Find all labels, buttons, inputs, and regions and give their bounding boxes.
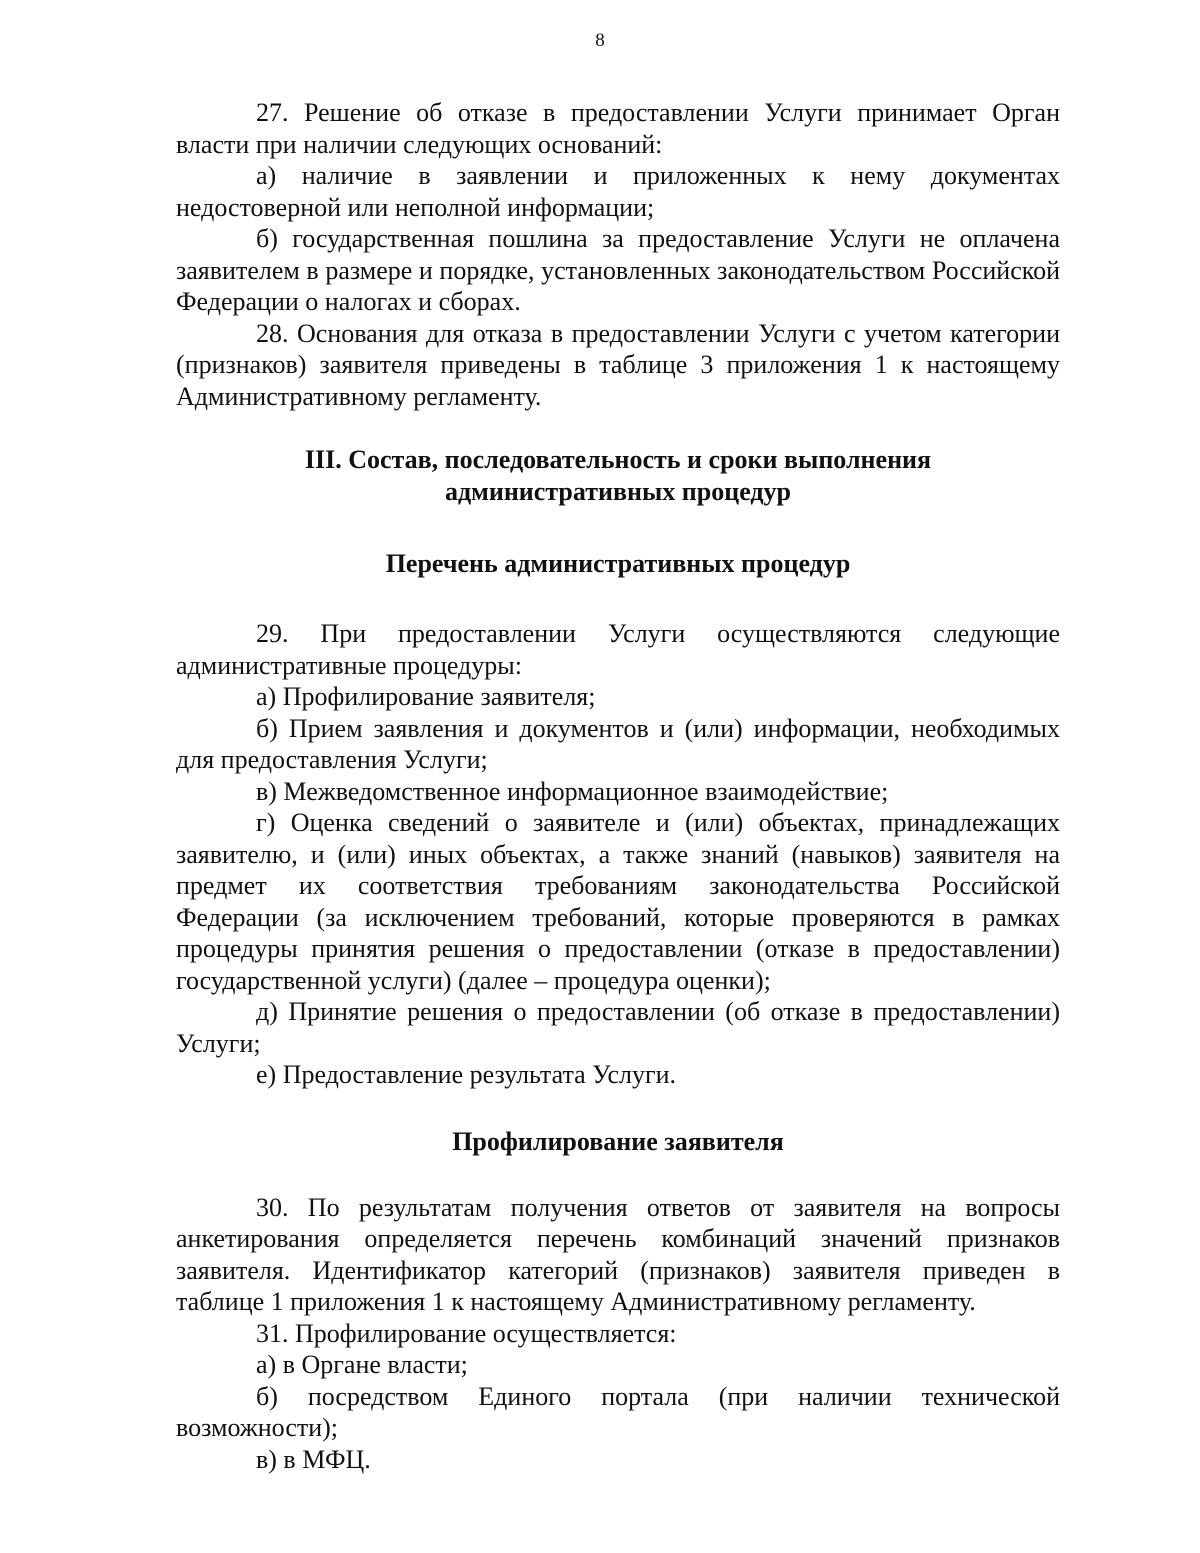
section-heading-line-2: административных процедур bbox=[444, 477, 792, 506]
subheading-profiling: Профилирование заявителя bbox=[452, 1126, 784, 1156]
paragraph-29-d: д) Принятие решения о предоставлении (об отказе в предоставлении) Услуги; bbox=[176, 997, 1060, 1058]
paragraph-31-v: в) в МФЦ. bbox=[256, 1444, 371, 1474]
paragraph-27-a: а) наличие в заявлении и приложенных к нему документах недостоверной или неполной информации; bbox=[176, 161, 1060, 222]
paragraph-29-v: в) Межведомственное информационное взаимодействие; bbox=[256, 776, 889, 806]
subheading-procedures-list: Перечень административных процедур bbox=[385, 549, 851, 578]
paragraph-31: 31. Профилирование осуществляется: bbox=[256, 1318, 677, 1348]
paragraph-28: 28. Основания для отказа в предоставлении Услуги с учетом категории (признаков) заявителя приведены в таблице 3 приложения 1 к настоящему Административному регламенту. bbox=[176, 318, 1060, 411]
paragraph-27: 27. Решение об отказе в предоставлении Услуги принимает Орган власти при наличии следующих оснований: bbox=[176, 98, 1060, 159]
paragraph-29-b: б) Прием заявления и документов и (или) информации, необходимых для предоставления Услуги; bbox=[176, 713, 1060, 774]
paragraph-31-b: б) посредством Единого портала (при наличии технической возможности); bbox=[176, 1381, 1060, 1442]
paragraph-29-g: г) Оценка сведений о заявителе и (или) объектах, принадлежащих заявителю, и (или) иных объектах, а также знаний (навыков) заявителя на предмет их соответствия требованиям законодательства Российской Федерации (за исключением требований, которые проверяются в рамках процедуры принятия решения о предоставлении (отказе в предоставлении) государственной услуги) (далее – процедура оценки); bbox=[176, 808, 1060, 995]
paragraph-30: 30. По результатам получения ответов от заявителя на вопросы анкетирования определяется перечень комбинаций значений признаков заявителя. Идентификатор категорий (признаков) заявителя приведен в таблице 1 приложения 1 к настоящему Административному регламенту. bbox=[176, 1192, 1060, 1316]
paragraph-29: 29. При предоставлении Услуги осуществляются следующие административные процедуры: bbox=[176, 619, 1060, 680]
paragraph-27-b: б) государственная пошлина за предоставление Услуги не оплачена заявителем в размере и порядке, установленных законодательством Российской Федерации о налогах и сборах. bbox=[176, 224, 1060, 316]
paragraph-31-a: а) в Органе власти; bbox=[256, 1350, 468, 1379]
paragraph-29-a: а) Профилирование заявителя; bbox=[256, 682, 596, 711]
document-body bbox=[176, 97, 1060, 1475]
section-heading bbox=[176, 444, 1060, 508]
section-heading-line-1: III. Состав, последовательность и сроки выполнения bbox=[304, 445, 932, 474]
paragraph-29-e: е) Предоставление результата Услуги. bbox=[256, 1060, 677, 1089]
page-number: 8 bbox=[595, 30, 605, 51]
